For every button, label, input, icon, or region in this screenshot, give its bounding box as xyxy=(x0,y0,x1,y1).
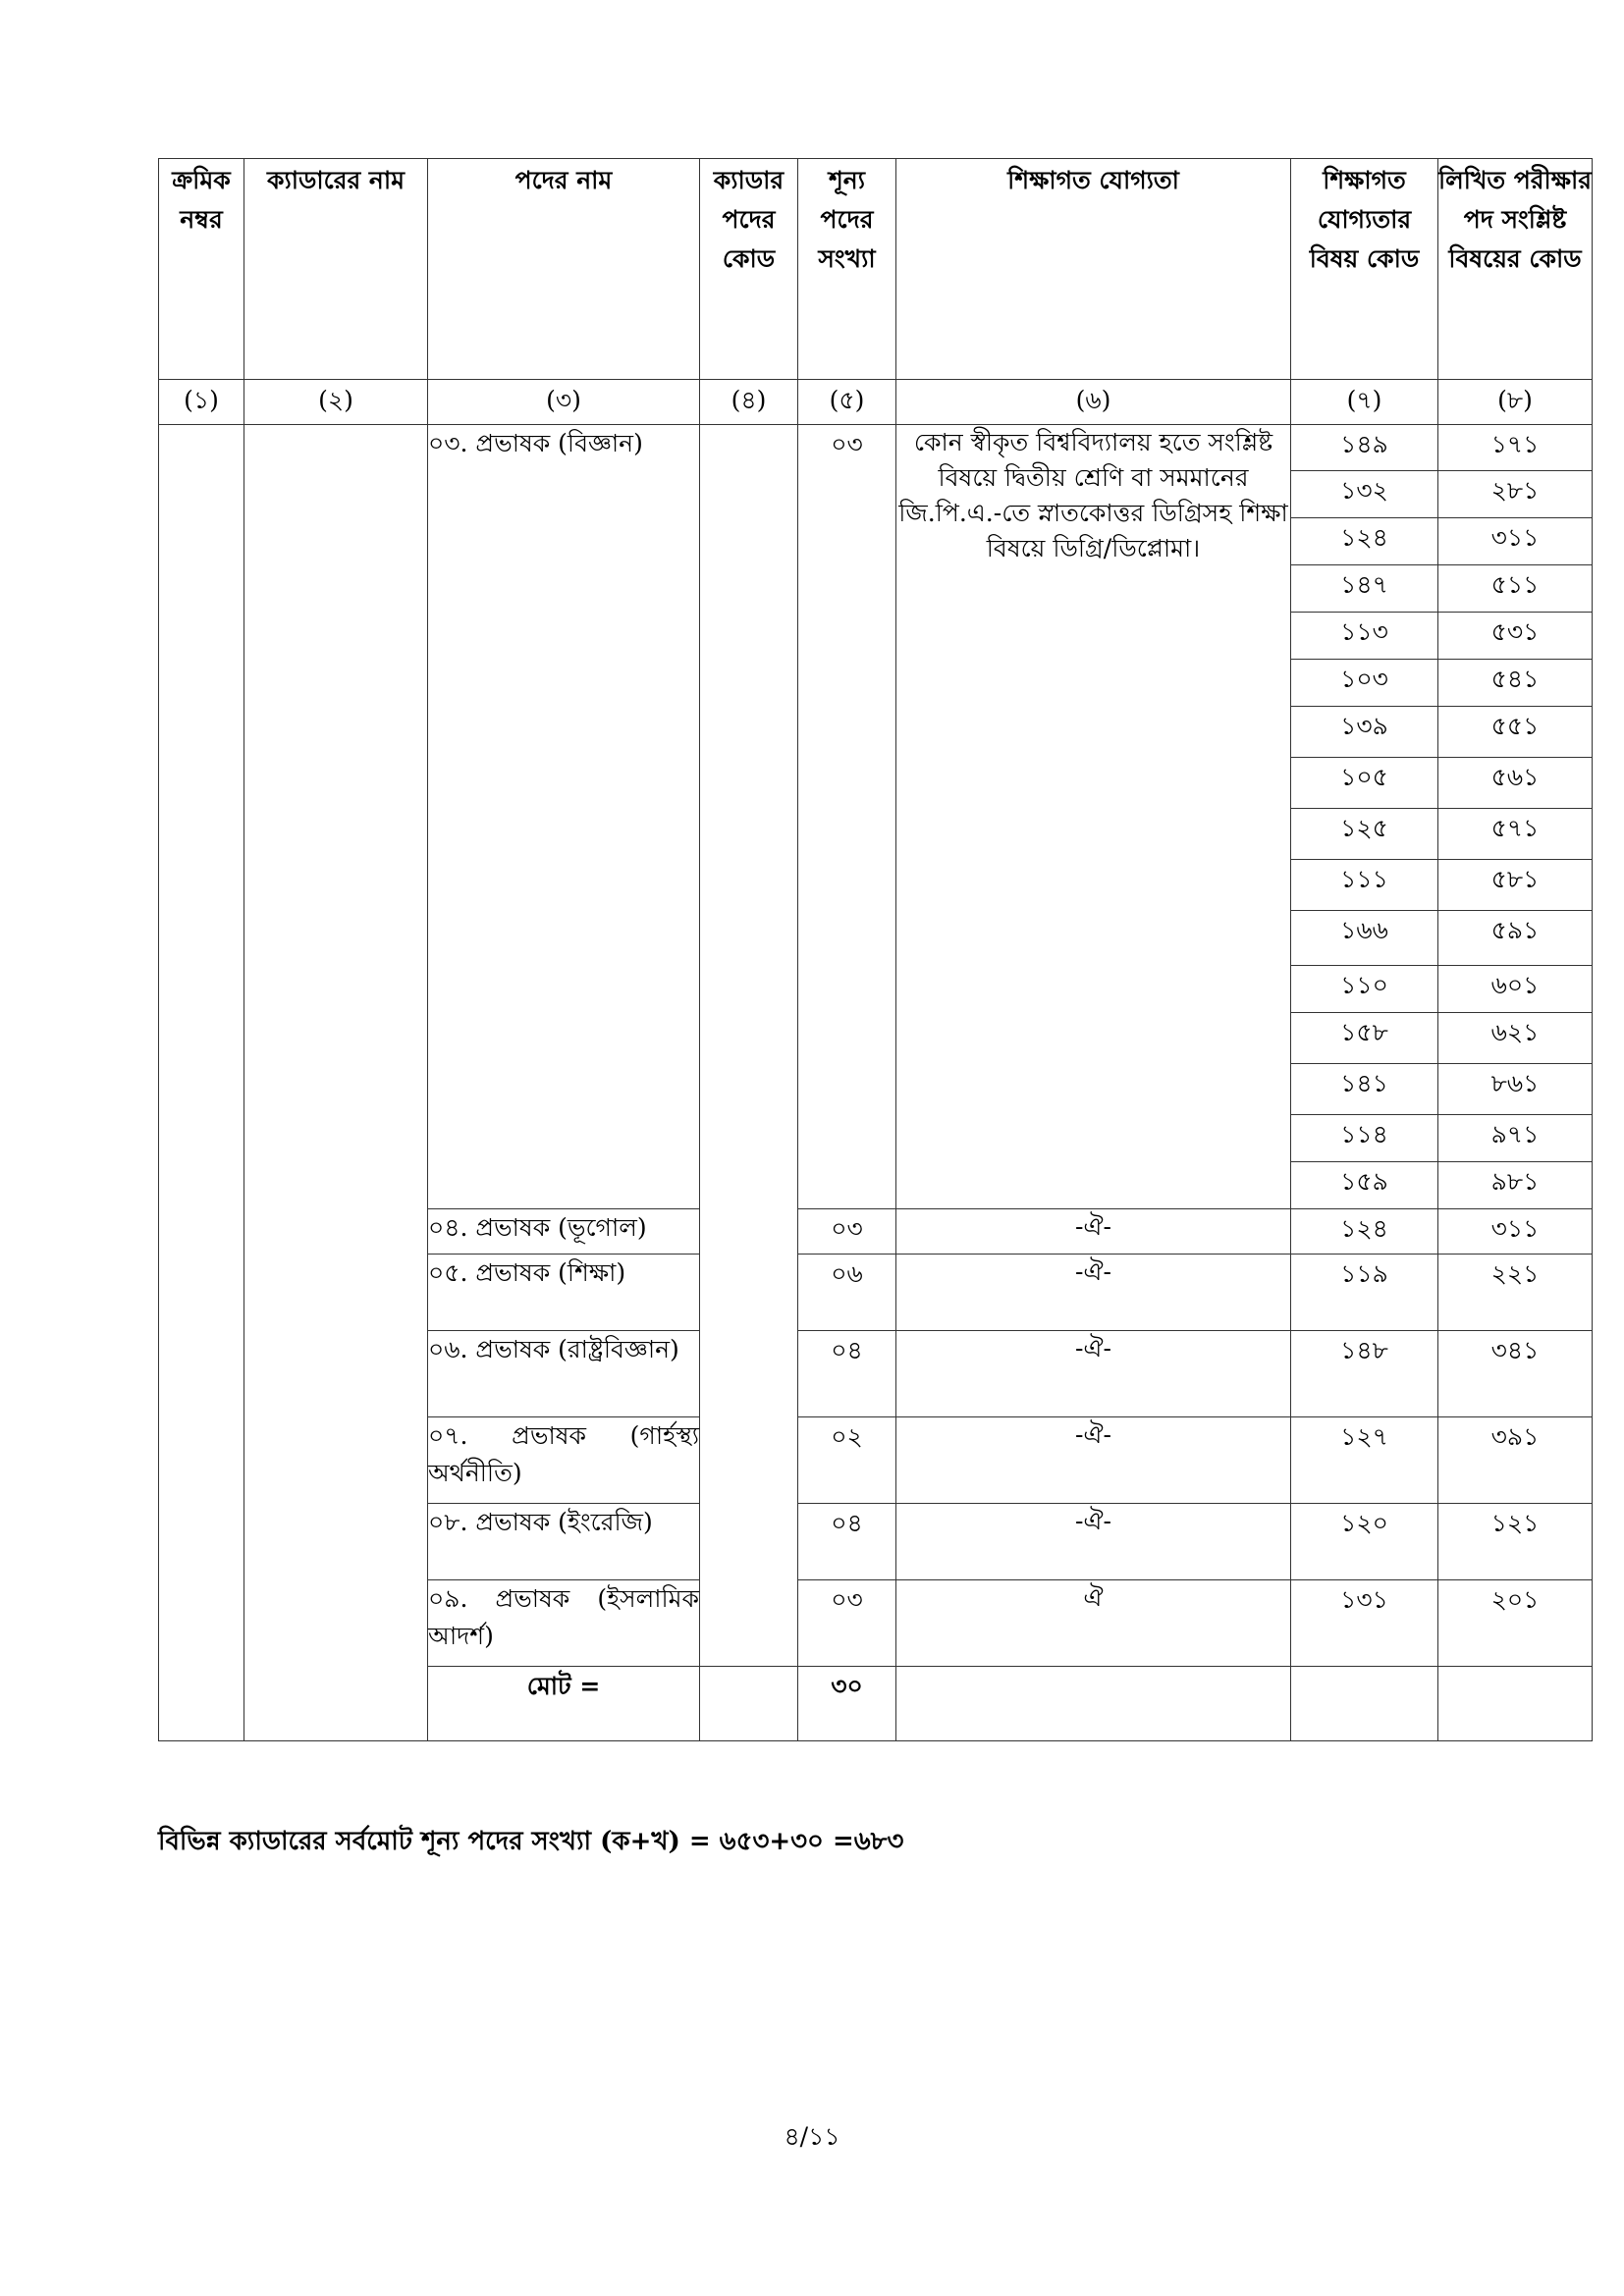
qualification-subject-code: ১২৫ xyxy=(1291,809,1438,860)
qualification-subject-code: ১৪৮ xyxy=(1291,1331,1438,1417)
column-number: (৩) xyxy=(428,380,700,425)
qualification-subject-code: ১৪১ xyxy=(1291,1064,1438,1115)
total-vacancies-summary: বিভিন্ন ক্যাডারের সর্বমোট শূন্য পদের সংখ্যা (ক+খ) = ৬৫৩+৩০ =৬৮৩ xyxy=(158,1827,904,1856)
qualification-subject-code: ১৩২ xyxy=(1291,471,1438,518)
exam-subject-code: ৬২১ xyxy=(1438,1013,1593,1064)
exam-subject-code: ৫৯১ xyxy=(1438,911,1593,966)
header-row xyxy=(159,159,1593,380)
vacancy-count: ০৩ xyxy=(798,425,896,1209)
post-name: ০৪. প্রভাষক (ভূগোল) xyxy=(428,1209,700,1255)
header-qualification-code: শিক্ষাগত যোগ্যতার বিষয় কোড xyxy=(1291,159,1438,380)
cadre-name-cell xyxy=(244,425,428,1741)
qualification-subject-code: ১০৩ xyxy=(1291,660,1438,707)
exam-subject-code: ২২১ xyxy=(1438,1255,1593,1331)
column-number-row xyxy=(159,380,1593,425)
qualification: -ঐ- xyxy=(896,1209,1291,1255)
exam-subject-code: ১৭১ xyxy=(1438,425,1593,471)
vacancy-count: ০২ xyxy=(798,1417,896,1504)
vacancy-count: ০৩ xyxy=(798,1580,896,1667)
qualification-subject-code: ১৪৯ xyxy=(1291,425,1438,471)
qualification-subject-code: ১১৩ xyxy=(1291,613,1438,660)
exam-subject-code: ৯৭১ xyxy=(1438,1115,1593,1162)
qualification-subject-code: ১৪৭ xyxy=(1291,565,1438,613)
exam-subject-code: ৩৪১ xyxy=(1438,1331,1593,1417)
post-name: ০৫. প্রভাষক (শিক্ষা) xyxy=(428,1255,700,1331)
column-number: (৬) xyxy=(896,380,1291,425)
exam-subject-code: ৫৭১ xyxy=(1438,809,1593,860)
header-post-name: পদের নাম xyxy=(428,159,700,380)
total-value: ৩০ xyxy=(798,1667,896,1741)
vacancy-count: ০৬ xyxy=(798,1255,896,1331)
qualification-subject-code: ১৩১ xyxy=(1291,1580,1438,1667)
exam-subject-code: ৮৬১ xyxy=(1438,1064,1593,1115)
total-label: মোট = xyxy=(428,1667,700,1741)
total-empty-cell xyxy=(1291,1667,1438,1741)
vacancy-table xyxy=(158,158,1593,1741)
exam-subject-code: ৫১১ xyxy=(1438,565,1593,613)
table-row xyxy=(159,425,1593,471)
page-number: ৪/১১ xyxy=(784,2122,840,2151)
qualification-subject-code: ১১৯ xyxy=(1291,1255,1438,1331)
exam-subject-code: ৩৯১ xyxy=(1438,1417,1593,1504)
qualification: -ঐ- xyxy=(896,1417,1291,1504)
exam-subject-code: ৬০১ xyxy=(1438,966,1593,1013)
column-number: (১) xyxy=(159,380,244,425)
post-name: ০৩. প্রভাষক (বিজ্ঞান) xyxy=(428,425,700,1209)
qualification: -ঐ- xyxy=(896,1255,1291,1331)
qualification-subject-code: ১৩৯ xyxy=(1291,707,1438,758)
qualification-subject-code: ১১৪ xyxy=(1291,1115,1438,1162)
column-number: (৪) xyxy=(700,380,798,425)
total-cadre-code-cell xyxy=(700,1667,798,1741)
qualification-subject-code: ১৫৮ xyxy=(1291,1013,1438,1064)
post-name: ০৮. প্রভাষক (ইংরেজি) xyxy=(428,1504,700,1580)
qualification-subject-code: ১১০ xyxy=(1291,966,1438,1013)
qualification: -ঐ- xyxy=(896,1331,1291,1417)
exam-subject-code: ৫৩১ xyxy=(1438,613,1593,660)
exam-subject-code: ১২১ xyxy=(1438,1504,1593,1580)
column-number: (৫) xyxy=(798,380,896,425)
qualification-subject-code: ১৫৯ xyxy=(1291,1162,1438,1209)
exam-subject-code: ২০১ xyxy=(1438,1580,1593,1667)
vacancy-count: ০৪ xyxy=(798,1331,896,1417)
vacancy-count: ০৪ xyxy=(798,1504,896,1580)
qualification-subject-code: ১২০ xyxy=(1291,1504,1438,1580)
exam-subject-code: ৫৫১ xyxy=(1438,707,1593,758)
qualification-subject-code: ১২৪ xyxy=(1291,518,1438,565)
exam-subject-code: ৩১১ xyxy=(1438,518,1593,565)
qualification: কোন স্বীকৃত বিশ্ববিদ্যালয় হতে সংশ্লিষ্ট বিষয়ে দ্বিতীয় শ্রেণি বা সমমানের জি.পি.এ.-তে স্নাতকোত্তর ডিগ্রিসহ শিক্ষা বিষয়ে ডিগ্রি/ডিপ্লোমা। xyxy=(896,425,1291,1209)
column-number: (৮) xyxy=(1438,380,1593,425)
post-name: ০৯. প্রভাষক (ইসলামিক আদর্শ) xyxy=(428,1580,700,1667)
header-serial: ক্রমিক নম্বর xyxy=(159,159,244,380)
total-empty-cell xyxy=(896,1667,1291,1741)
cadre-code-cell xyxy=(700,425,798,1667)
serial-cell xyxy=(159,425,244,1741)
post-name: ০৬. প্রভাষক (রাষ্ট্রবিজ্ঞান) xyxy=(428,1331,700,1417)
qualification-subject-code: ১১১ xyxy=(1291,860,1438,911)
header-cadre-code: ক্যাডার পদের কোড xyxy=(700,159,798,380)
column-number: (৭) xyxy=(1291,380,1438,425)
qualification-subject-code: ১২৭ xyxy=(1291,1417,1438,1504)
total-empty-cell xyxy=(1438,1667,1593,1741)
vacancy-count: ০৩ xyxy=(798,1209,896,1255)
exam-subject-code: ২৮১ xyxy=(1438,471,1593,518)
qualification-subject-code: ১৬৬ xyxy=(1291,911,1438,966)
header-qualification: শিক্ষাগত যোগ্যতা xyxy=(896,159,1291,380)
qualification: ঐ xyxy=(896,1580,1291,1667)
qualification-subject-code: ১২৪ xyxy=(1291,1209,1438,1255)
qualification-subject-code: ১০৫ xyxy=(1291,758,1438,809)
header-cadre-name: ক্যাডারের নাম xyxy=(244,159,428,380)
header-exam-code: লিখিত পরীক্ষার পদ সংশ্লিষ্ট বিষয়ের কোড xyxy=(1438,159,1593,380)
exam-subject-code: ৫৬১ xyxy=(1438,758,1593,809)
header-vacancies: শূন্য পদের সংখ্যা xyxy=(798,159,896,380)
exam-subject-code: ৯৮১ xyxy=(1438,1162,1593,1209)
exam-subject-code: ৩১১ xyxy=(1438,1209,1593,1255)
exam-subject-code: ৫৪১ xyxy=(1438,660,1593,707)
exam-subject-code: ৫৮১ xyxy=(1438,860,1593,911)
qualification: -ঐ- xyxy=(896,1504,1291,1580)
column-number: (২) xyxy=(244,380,428,425)
post-name: ০৭. প্রভাষক (গার্হস্থ্য অর্থনীতি) xyxy=(428,1417,700,1504)
